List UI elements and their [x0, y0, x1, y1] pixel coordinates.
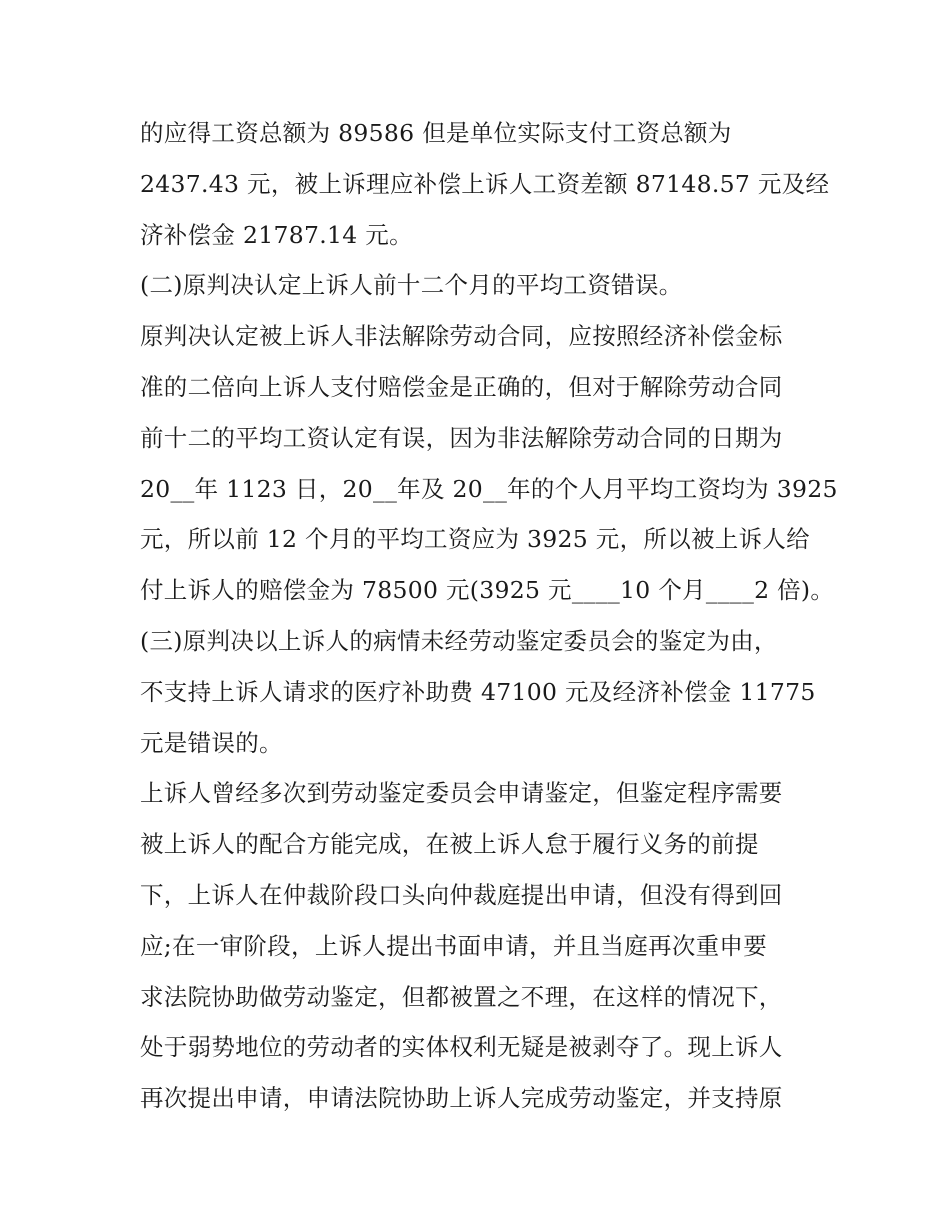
section-heading: (三)原判决以上诉人的病情未经劳动鉴定委员会的鉴定为由， [140, 626, 778, 655]
text-line: 不支持上诉人请求的医疗补助费 47100 元及经济补偿金 11775 [140, 677, 816, 706]
text-line: 被上诉人的配合方能完成，在被上诉人怠于履行义务的前提 [140, 830, 759, 859]
text-line: 元，所以前 12 个月的平均工资应为 3925 元，所以被上诉人给 [140, 525, 810, 554]
text-line: 处于弱势地位的劳动者的实体权利无疑是被剥夺了。现上诉人 [140, 1033, 783, 1062]
text-line: 准的二倍向上诉人支付赔偿金是正确的，但对于解除劳动合同 [140, 372, 783, 401]
text-line: 上诉人曾经多次到劳动鉴定委员会申请鉴定，但鉴定程序需要 [140, 779, 783, 808]
text-line: 原判决认定被上诉人非法解除劳动合同，应按照经济补偿金标 [140, 322, 783, 351]
text-line: 应;在一审阶段，上诉人提出书面申请，并且当庭再次重申要 [140, 931, 768, 960]
text-line: 求法院协助做劳动鉴定，但都被置之不理，在这样的情况下， [140, 982, 783, 1011]
text-line: 下，上诉人在仲裁阶段口头向仲裁庭提出申请，但没有得到回 [140, 880, 783, 909]
text-line: 再次提出申请，申请法院协助上诉人完成劳动鉴定，并支持原 [140, 1084, 783, 1113]
text-line: 前十二的平均工资认定有误，因为非法解除劳动合同的日期为 [140, 423, 783, 452]
text-line: 20__年 1123 日，20__年及 20__年的个人月平均工资均为 3925 [140, 474, 838, 503]
section-heading: (二)原判决认定上诉人前十二个月的平均工资错误。 [140, 271, 683, 300]
text-line: 元是错误的。 [140, 728, 283, 757]
text-line: 2437.43 元，被上诉理应补偿上诉人工资差额 87148.57 元及经 [140, 169, 830, 198]
text-line: 付上诉人的赔偿金为 78500 元(3925 元____10 个月____2 倍)。 [140, 576, 835, 605]
document-body [140, 108, 838, 1124]
text-line: 的应得工资总额为 89586 但是单位实际支付工资总额为 [140, 119, 732, 147]
text-line: 济补偿金 21787.14 元。 [140, 220, 413, 249]
